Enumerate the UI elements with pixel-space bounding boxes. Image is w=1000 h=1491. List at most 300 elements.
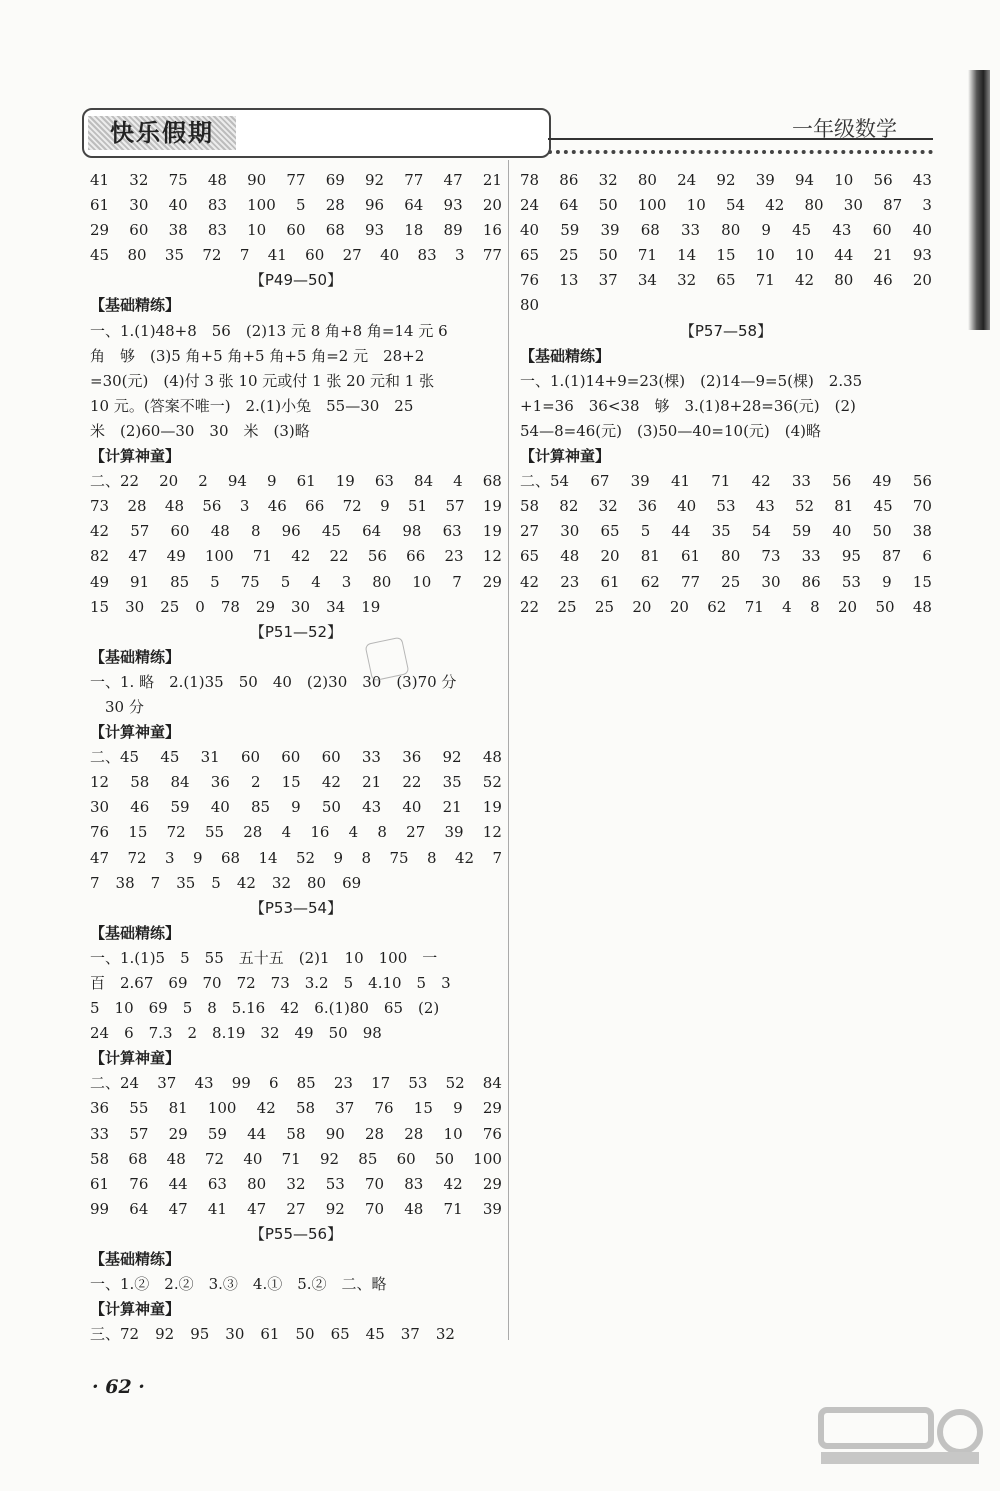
answer-value: 40 [520, 221, 540, 240]
answer-value: 43 [832, 221, 852, 240]
answer-row [90, 1172, 502, 1197]
answer-row [520, 570, 932, 595]
answer-value: 52 [445, 1074, 465, 1093]
answer-value: 63 [374, 472, 394, 491]
answer-value: 83 [207, 221, 227, 240]
answer-text: 一、1.② 2.② 3.③ 4.① 5.② 二、略 [90, 1275, 387, 1294]
answer-value: 27 [406, 823, 426, 842]
answer-value: 93 [912, 246, 932, 265]
answer-row [520, 218, 932, 243]
answer-value: 80 [721, 221, 741, 240]
answer-value: 15 [128, 823, 148, 842]
answer-row [90, 1322, 502, 1347]
answer-value: 40 [168, 196, 188, 215]
answer-value: 30 [125, 597, 145, 616]
answer-value: 39 [444, 823, 464, 842]
answer-value: 52 [794, 497, 815, 516]
answer-value: 80 [721, 547, 741, 566]
answer-value: 72 [127, 848, 147, 867]
answer-value: 80 [307, 873, 327, 892]
answer-value: 92 [319, 1149, 340, 1168]
answer-value: 4 [311, 572, 321, 591]
answer-value: 57 [445, 497, 465, 516]
answer-value: 57 [130, 522, 150, 541]
answer-value: 76 [374, 1099, 394, 1118]
section-heading: 【基础精练】 [90, 1250, 181, 1269]
answer-value: 85 [250, 798, 271, 817]
watermark-logo-icon [815, 1400, 985, 1470]
answer-value: 61 [90, 1174, 110, 1193]
answer-value: 10 [686, 196, 706, 215]
answer-value: 50 [295, 1325, 315, 1344]
answer-row [90, 519, 502, 544]
answer-value: 80 [637, 171, 657, 189]
answer-value: 77 [286, 171, 306, 189]
answer-value: 77 [680, 572, 701, 591]
answer-value: 35 [164, 246, 184, 265]
answer-value: 二、24 [90, 1074, 140, 1093]
answer-text: 一、1.(1)48+8 56 (2)13 元 8 角+8 角=14 元 6 [90, 321, 448, 340]
answer-value: 92 [442, 748, 462, 767]
answer-value: 28 [364, 1124, 385, 1143]
answer-row [90, 1071, 502, 1096]
answer-value: 78 [220, 597, 240, 616]
answer-value: 80 [834, 271, 854, 290]
answer-value: 54 [751, 522, 771, 541]
answer-value: 41 [670, 472, 691, 491]
answer-value: 10 [247, 221, 267, 240]
answer-value: 92 [716, 171, 736, 189]
answer-text: 5 10 69 5 8 5.16 42 6.(1)80 65 (2) [90, 999, 440, 1018]
answer-text: 54—8=46(元) (3)50—40=10(元) (4)略 [520, 421, 822, 440]
answer-value: 21 [482, 171, 502, 189]
header-title: 快乐假期 [88, 116, 236, 150]
answer-value: 58 [130, 773, 150, 792]
answer-value: 95 [841, 547, 861, 566]
answer-value: 100 [247, 196, 276, 215]
answer-value: 4 [453, 472, 463, 491]
answer-value: 30 [90, 798, 110, 817]
answer-value: 50 [321, 798, 341, 817]
answer-row [90, 820, 502, 845]
answer-row [520, 469, 932, 494]
answer-value: 85 [170, 572, 190, 591]
answer-value: 12 [482, 823, 502, 842]
answer-value: 25 [559, 246, 579, 265]
answer-value: 48 [210, 522, 230, 541]
answer-row [90, 469, 502, 494]
answer-value: 84 [414, 472, 434, 491]
answer-value: 96 [281, 522, 301, 541]
answer-value: 37 [598, 271, 618, 290]
answer-value: 28 [243, 823, 263, 842]
answer-value: 46 [873, 271, 893, 290]
answer-value: 77 [404, 171, 424, 189]
answer-value: 53 [408, 1074, 428, 1093]
answer-value: 30 [291, 597, 311, 616]
answer-value: 37 [400, 1325, 420, 1344]
answer-value: 47 [247, 1199, 267, 1218]
answer-value: 37 [335, 1099, 355, 1118]
answer-value: 94 [227, 472, 247, 491]
answer-value: 23 [444, 547, 464, 566]
answer-value: 16 [482, 221, 502, 240]
answer-value: 8 [377, 823, 387, 842]
answer-value: 59 [792, 522, 812, 541]
answer-value: 19 [482, 497, 502, 516]
answer-value: 20 [600, 547, 620, 566]
answer-value: 15 [90, 597, 110, 616]
answer-value: 42 [454, 848, 475, 867]
answer-value: 80 [372, 572, 392, 591]
answer-value: 34 [637, 271, 657, 290]
left-column [90, 168, 502, 1347]
answer-row [90, 570, 502, 595]
answer-value: 25 [160, 597, 180, 616]
answer-value: 49 [872, 472, 892, 491]
answer-value: 30 [560, 522, 580, 541]
answer-value: 2 [198, 472, 208, 491]
answer-value: 38 [168, 221, 188, 240]
answer-value: 40 [210, 798, 230, 817]
answer-row [520, 519, 932, 544]
answer-value: 80 [127, 246, 147, 265]
answer-value: 100 [473, 1149, 502, 1168]
answer-value: 9 [761, 221, 771, 240]
section-heading: 【计算神童】 [520, 447, 611, 466]
answer-text: 角 够 (3)5 角+5 角+5 角+5 角=2 元 28+2 [90, 346, 425, 365]
answer-text: =30(元) (4)付 3 张 10 元或付 1 张 20 元和 1 张 [90, 371, 435, 390]
answer-value: 39 [482, 1199, 502, 1218]
answer-value: 100 [637, 196, 667, 215]
answer-value: 29 [90, 221, 110, 240]
answer-value: 70 [364, 1199, 385, 1218]
answer-row [520, 193, 932, 218]
answer-value: 42 [90, 522, 110, 541]
answer-value: 44 [168, 1174, 188, 1193]
answer-value: 33 [90, 1124, 110, 1143]
answer-value: 44 [834, 246, 854, 265]
answer-value: 61 [600, 572, 620, 591]
answer-value: 100 [204, 547, 234, 566]
answer-value: 60 [281, 748, 301, 767]
answer-value: 30 [761, 572, 781, 591]
answer-value: 36 [90, 1099, 110, 1118]
answer-row [520, 168, 932, 193]
answer-value: 36 [402, 748, 422, 767]
answer-value: 41 [267, 246, 287, 265]
answer-value: 60 [170, 522, 190, 541]
answer-value: 20 [669, 597, 689, 616]
answer-value: 76 [129, 1174, 149, 1193]
answer-value: 32 [598, 497, 618, 516]
answer-value: 71 [443, 1199, 463, 1218]
answer-value: 42 [751, 472, 771, 491]
answer-value: 25 [721, 572, 741, 591]
answer-row [90, 1197, 502, 1222]
answer-value: 32 [677, 271, 697, 290]
answer-row [90, 795, 502, 820]
answer-value: 56 [912, 472, 932, 491]
answer-value: 92 [325, 1199, 345, 1218]
column-divider [508, 160, 509, 1340]
answer-value: 48 [404, 1199, 424, 1218]
answer-value: 68 [482, 472, 502, 491]
answer-value: 27 [342, 246, 362, 265]
answer-value: 43 [755, 497, 775, 516]
answer-value: 84 [482, 1074, 502, 1093]
answer-value: 78 [520, 171, 540, 189]
answer-value: 69 [342, 873, 362, 892]
answer-value: 45 [321, 522, 341, 541]
answer-row [90, 595, 502, 620]
answer-value: 98 [402, 522, 422, 541]
answer-value: 92 [364, 171, 385, 189]
answer-value: 60 [321, 748, 341, 767]
answer-text: 一、1. 略 2.(1)35 50 40 (2)30 30 (3)70 分 [90, 672, 457, 691]
answer-value: 25 [594, 597, 614, 616]
answer-value: 43 [194, 1074, 214, 1093]
answer-value: 5 [210, 572, 220, 591]
answer-value: 5 [295, 196, 306, 215]
answer-value: 22 [520, 597, 540, 616]
answer-value: 7 [239, 246, 250, 265]
answer-value: 65 [716, 271, 736, 290]
answer-value: 52 [296, 848, 316, 867]
answer-value: 14 [258, 848, 278, 867]
answer-row [90, 193, 502, 218]
answer-value: 32 [286, 1174, 306, 1193]
answer-value: 94 [794, 171, 815, 189]
answer-value: 59 [170, 798, 190, 817]
answer-value: 60 [396, 1149, 416, 1168]
answer-value: 50 [875, 597, 895, 616]
answer-value: 62 [707, 597, 727, 616]
answer-row [90, 243, 502, 268]
answer-value: 53 [841, 572, 861, 591]
answer-value: 73 [90, 497, 110, 516]
answer-value: 32 [598, 171, 618, 189]
answer-value: 4 [348, 823, 359, 842]
answer-value: 35 [711, 522, 731, 541]
answer-value: 32 [129, 171, 149, 189]
answer-value: 17 [371, 1074, 391, 1093]
page-number: · 62 · [92, 1376, 145, 1398]
answer-text: 30 分 [90, 697, 144, 716]
answer-value: 7 [452, 572, 462, 591]
answer-value: 16 [310, 823, 330, 842]
answer-value: 28 [404, 1124, 424, 1143]
answer-value: 47 [128, 547, 148, 566]
answer-row [520, 494, 932, 519]
page-range-heading: 【P51—52】 [249, 622, 343, 641]
answer-value: 53 [325, 1174, 345, 1193]
section-heading: 【基础精练】 [90, 647, 181, 666]
answer-value: 0 [195, 597, 205, 616]
answer-value: 68 [640, 221, 660, 240]
answer-value: 32 [435, 1325, 455, 1344]
answer-row [90, 218, 502, 243]
section-heading: 【计算神童】 [90, 447, 181, 466]
answer-value: 61 [260, 1325, 280, 1344]
answer-value: 3 [239, 497, 250, 516]
answer-value: 10 [834, 171, 854, 189]
answer-value: 50 [598, 196, 618, 215]
answer-value: 45 [90, 246, 110, 265]
answer-row [520, 243, 932, 268]
answer-value: 44 [247, 1124, 267, 1143]
answer-value: 8 [361, 848, 372, 867]
answer-value: 71 [755, 271, 775, 290]
answer-value: 61 [680, 547, 701, 566]
answer-row [520, 595, 932, 620]
answer-row [90, 770, 502, 795]
answer-value: 2 [250, 773, 261, 792]
answer-value: 42 [291, 547, 311, 566]
answer-text: 24 6 7.3 2 8.19 32 49 50 98 [90, 1024, 382, 1043]
answer-value: 73 [761, 547, 781, 566]
answer-text: 一、1.(1)14+9=23(棵) (2)14—9=5(棵) 2.35 [520, 371, 863, 390]
page-range-heading: 【P57—58】 [679, 321, 773, 340]
answer-value: 81 [834, 497, 854, 516]
answer-text: 米 (2)60—30 30 米 (3)略 [90, 421, 310, 440]
answer-value: 56 [202, 497, 222, 516]
answer-value: 72 [204, 1149, 225, 1168]
answer-value: 68 [128, 1149, 148, 1168]
answer-value: 46 [130, 798, 150, 817]
answer-row [520, 268, 932, 293]
answer-value: 40 [912, 221, 932, 240]
answer-value: 8 [250, 522, 261, 541]
answer-value: 67 [590, 472, 610, 491]
answer-value: 48 [482, 748, 502, 767]
answer-value: 29 [482, 1099, 502, 1118]
answer-value: 30 [225, 1325, 245, 1344]
answer-value: 48 [164, 497, 184, 516]
answer-value: 20 [632, 597, 652, 616]
answer-value: 19 [361, 597, 381, 616]
answer-value: 5 [640, 522, 651, 541]
answer-value: 22 [402, 773, 422, 792]
answer-value: 83 [417, 246, 437, 265]
answer-value: 47 [443, 171, 463, 189]
answer-value: 60 [305, 246, 325, 265]
answer-value: 41 [207, 1199, 227, 1218]
answer-value: 87 [883, 196, 903, 215]
answer-value: 76 [482, 1124, 502, 1143]
answer-value: 50 [598, 246, 618, 265]
answer-row [520, 544, 932, 569]
answer-value: 59 [560, 221, 580, 240]
answer-value: 28 [127, 497, 147, 516]
answer-value: 29 [482, 572, 502, 591]
answer-value: 39 [630, 472, 650, 491]
answer-value: 3 [454, 246, 465, 265]
answer-value: 91 [130, 572, 150, 591]
answer-value: 25 [557, 597, 577, 616]
section-heading: 【基础精练】 [520, 346, 611, 365]
header-dotted-rule [548, 150, 933, 154]
answer-text: 10 元。(答案不唯一) 2.(1)小兔 55—30 25 [90, 396, 414, 415]
answer-value: 90 [247, 171, 267, 189]
answer-value: 93 [443, 196, 463, 215]
answer-value: 42 [256, 1099, 276, 1118]
answer-value: 5 [211, 873, 221, 892]
answer-value: 76 [90, 823, 110, 842]
answer-value: 4 [281, 823, 292, 842]
answer-value: 64 [129, 1199, 149, 1218]
answer-value: 60 [240, 748, 261, 767]
answer-value: 61 [296, 472, 316, 491]
answer-value: 27 [520, 522, 540, 541]
answer-value: 32 [271, 873, 292, 892]
answer-value: 81 [168, 1099, 188, 1118]
answer-value: 4 [782, 597, 792, 616]
answer-value: 30 [129, 196, 149, 215]
answer-value: 90 [325, 1124, 345, 1143]
answer-value: 55 [129, 1099, 149, 1118]
answer-value: 18 [404, 221, 424, 240]
answer-value: 20 [482, 196, 502, 215]
answer-text: 百 2.67 69 70 72 73 3.2 5 4.10 5 3 [90, 974, 451, 992]
answer-value: 52 [482, 773, 502, 792]
answer-value: 75 [168, 171, 188, 189]
answer-value: 43 [912, 171, 932, 189]
answer-value: 65 [330, 1325, 350, 1344]
answer-value: 64 [559, 196, 579, 215]
answer-value: 7 [492, 848, 502, 867]
section-heading: 【基础精练】 [90, 923, 181, 942]
answer-value: 72 [202, 246, 222, 265]
answer-value: 48 [166, 1149, 186, 1168]
answer-value: 36 [210, 773, 230, 792]
answer-value: 85 [296, 1074, 316, 1093]
answer-value: 8 [810, 597, 820, 616]
answer-value: 44 [671, 522, 691, 541]
answer-value: 93 [364, 221, 385, 240]
answer-value: 7 [90, 873, 100, 892]
answer-value: 56 [873, 171, 893, 189]
answer-value: 9 [882, 572, 892, 591]
answer-value: 63 [442, 522, 462, 541]
answer-value: 42 [321, 773, 341, 792]
answer-value: 10 [794, 246, 815, 265]
answer-value: 51 [407, 497, 428, 516]
answer-value: 92 [155, 1325, 175, 1344]
answer-value: 86 [801, 572, 821, 591]
answer-value: 39 [600, 221, 620, 240]
answer-value: 12 [482, 547, 502, 566]
answer-row [90, 871, 502, 896]
answer-value: 72 [342, 497, 362, 516]
answer-value: 29 [255, 597, 276, 616]
answer-value: 68 [325, 221, 345, 240]
answer-value: 53 [716, 497, 736, 516]
answer-value: 3 [165, 848, 175, 867]
answer-value: 60 [286, 221, 306, 240]
answer-value: 5 [280, 572, 291, 591]
answer-value: 49 [90, 572, 110, 591]
answer-value: 15 [281, 773, 301, 792]
answer-text: 一、1.(1)5 5 55 五十五 (2)1 10 100 一 [90, 948, 438, 967]
stamp-mark [364, 636, 409, 681]
answer-value: 13 [559, 271, 579, 290]
answer-value: 7 [150, 873, 161, 892]
answer-value: 66 [406, 547, 426, 566]
answer-value: 21 [362, 773, 382, 792]
section-heading: 【基础精练】 [90, 296, 181, 315]
answer-value: 69 [325, 171, 345, 189]
